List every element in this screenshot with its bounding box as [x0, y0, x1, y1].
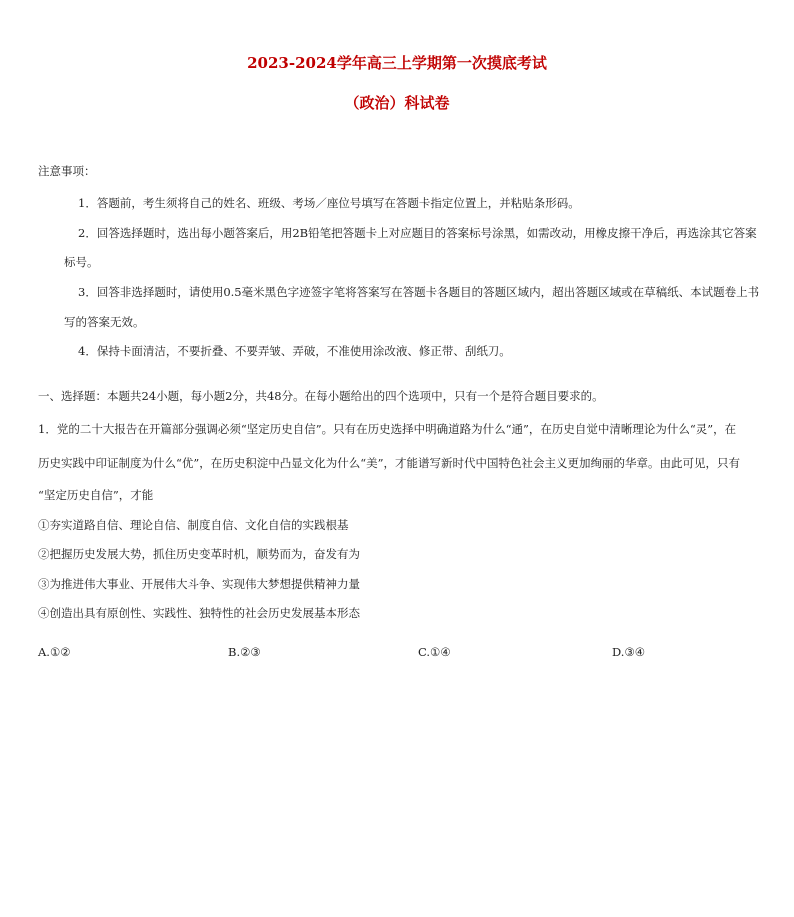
notice-item-2-line1: 2．回答选择题时，选出每小题答案后，用2B铅笔把答题卡上对应题目的答案标号涂黑，如需改动，用橡皮擦干净后，再选涂其它答案: [78, 226, 757, 240]
question-1-stem-line1: 1．党的二十大报告在开篇部分强调必须“坚定历史自信”。只有在历史选择中明确道路为什么“通”，在历史自觉中清晰理论为什么“灵”，在: [38, 422, 737, 436]
notice-item-3-line1: 3．回答非选择题时，请使用0.5毫米黑色字迹签字笔将答案写在答题卡各题目的答题区域内，超出答题区域或在草稿纸、本试题卷上书: [78, 285, 760, 299]
exam-title: 2023-2024学年高三上学期第一次摸底考试: [247, 54, 547, 72]
option-b: B.②③: [228, 645, 261, 659]
notice-heading: 注意事项：: [38, 164, 96, 178]
question-1-statement-3: ③为推进伟大事业、开展伟大斗争、实现伟大梦想提供精神力量: [38, 577, 360, 591]
option-a: A.①②: [38, 645, 71, 659]
option-d: D.③④: [612, 645, 646, 659]
option-c: C.①④: [418, 645, 451, 659]
question-1-statement-1: ①夯实道路自信、理论自信、制度自信、文化自信的实践根基: [38, 518, 349, 532]
notice-item-4: 4．保持卡面清洁，不要折叠、不要弄皱、弄破，不准使用涂改液、修正带、刮纸刀。: [78, 344, 511, 358]
question-1-stem-line2: 历史实践中印证制度为什么“优”，在历史积淀中凸显文化为什么“美”，才能谱写新时代中国特色社会主义更加绚丽的华章。由此可见，只有: [38, 456, 741, 470]
notice-item-3-line2: 写的答案无效。: [64, 315, 145, 329]
notice-item-1: 1．答题前，考生须将自己的姓名、班级、考场／座位号填写在答题卡指定位置上，并粘贴条形码。: [78, 196, 580, 210]
exam-subtitle: （政治）科试卷: [344, 94, 450, 112]
question-1-statement-2: ②把握历史发展大势，抓住历史变革时机，顺势而为，奋发有为: [38, 547, 360, 561]
question-1-statement-4: ④创造出具有原创性、实践性、独特性的社会历史发展基本形态: [38, 606, 360, 620]
notice-item-2-line2: 标号。: [64, 255, 99, 269]
question-1-stem-line3: “坚定历史自信”，才能: [38, 488, 154, 502]
section-1-heading: 一、选择题：本题共24小题，每小题2分，共48分。在每小题给出的四个选项中，只有一个是符合题目要求的。: [38, 389, 604, 403]
